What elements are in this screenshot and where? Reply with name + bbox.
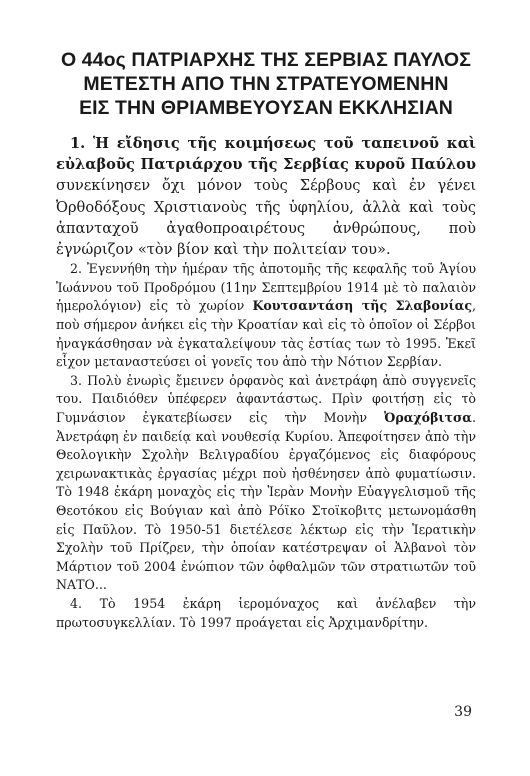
paragraph-3-text-a: 3. Πολὺ ἐνωρὶς ἔμεινεν ὀρφανὸς καὶ ἀνετράφη ἀπὸ συγγενεῖς του. Παιδιόθεν ὑπέφερεν ἀφαντάστως. Πρὶν φοιτήσῃ εἰς τὸ Γυμνάσιον ἐγκατεβίωσεν εἰς τὴν Μονὴν	[56, 372, 476, 425]
title-line-2: ΜΕΤΕΣΤΗ ΑΠΟ ΤΗΝ ΣΤΡΑΤΕΥΟΜΕΝΗΝ	[83, 73, 449, 95]
paragraph-1-bold: 1. Ἡ εἴδησις τῆς κοιμήσεως τοῦ ταπεινοῦ καὶ εὐλαβοῦς Πατριάρχου τῆς Σερβίας κυροῦ Παύλου	[56, 135, 476, 174]
title-line-3: ΕΙΣ ΤΗΝ ΘΡΙΑΜΒΕΥΟΥΣΑΝ ΕΚΚΛΗΣΙΑΝ	[79, 97, 453, 119]
paragraph-3	[56, 372, 476, 595]
paragraph-2-text-b: , ποὺ σήμερον ἀνήκει εἰς τὴν Κροατίαν καὶ εἰς τὸ ὁποῖον οἱ Σέρβοι ἠναγκάσθησαν νὰ ἐγκαταλείψουν τὰς ἑστίας των τὸ 1995. Ἐκεῖ εἶχον μεταναστεύσει οἱ γονεῖς του ἀπὸ τὴν Νότιον Σερβίαν.	[56, 298, 477, 370]
paragraph-2-text-a: 2. Ἐγεννήθη τὴν ἡμέραν τῆς ἀποτομῆς τῆς κεφαλῆς τοῦ Ἁγίου Ἰωάννου τοῦ Προδρόμου (11ην Σεπτεμβρίου 1914 μὲ τὸ παλαιὸν ἡμερολόγιον) εἰς τὸ χωρίον	[56, 261, 476, 314]
title-line-1: Ο 44ος ΠΑΤΡΙΑΡΧΗΣ ΤΗΣ ΣΕΡΒΙΑΣ ΠΑΥΛΟΣ	[60, 49, 472, 71]
paragraph-3-text-b: . Ἀνετράφη ἐν παιδείᾳ καὶ νουθεσίᾳ Κυρίου. Ἀπεφοίτησεν ἀπὸ τὴν Θεολογικὴν Σχολὴν Βελιγραδίου ἐργαζόμενος εἰς διαφόρους χειρωνακτικὰς ἐργασίας μέχρι ποὺ ἠσθένησεν ἀπὸ φυματίωσιν. Τὸ 1948 ἐκάρη μοναχὸς εἰς τὴν Ἱερὰν Μονὴν Εὐαγγελισμοῦ τῆς Θεοτόκου εἰς Βούγιαν καὶ ἀπὸ Ρόϊκο Στοϊκοβιτς μετωνομάσθη εἰς Παῦλον. Τὸ 1950-51 διετέλεσε λέκτωρ εἰς τὴν Ἱερατικὴν Σχολὴν τοῦ Πρίζρεν, τὴν ὁποίαν κατέστρεψαν οἱ Ἀλβανοὶ τὸν Μάρτιον τοῦ 2004 ἐνώπιον τῶν ὀφθαλμῶν τῶν στρατιωτῶν τοῦ ΝΑΤΟ...	[56, 409, 476, 593]
page-body	[56, 48, 476, 632]
chapter-title	[56, 48, 476, 120]
paragraph-2-bold: Κουτσαντάση τῆς Σλαβονίας	[252, 298, 472, 314]
page-number: 39	[454, 704, 472, 720]
paragraph-1	[56, 133, 476, 260]
paragraph-4-text: 4. Τὸ 1954 ἐκάρη ἱερομόναχος καὶ ἀνέλαβεν τὴν πρωτοσυγκελλίαν. Τὸ 1997 προάγεται εἰς Ἀρχιμανδρίτην.	[56, 595, 476, 630]
paragraph-1-text: συνεκίνησεν ὄχι μόνον τοὺς Σέρβους καὶ ἐν γένει Ὀρθοδόξους Χριστιανοὺς τῆς ὑφηλίου, ἀλλὰ καὶ τοὺς ἁπανταχοῦ ἀγαθοπροαιρέτους ἀνθρώπους, ποὺ ἐγνώριζον «τὸν βίον καὶ τὴν πολιτείαν του».	[56, 177, 476, 259]
paragraph-2	[56, 260, 476, 372]
paragraph-3-bold: Ὀραχόβιτσα	[383, 409, 472, 425]
paragraph-4	[56, 595, 476, 632]
